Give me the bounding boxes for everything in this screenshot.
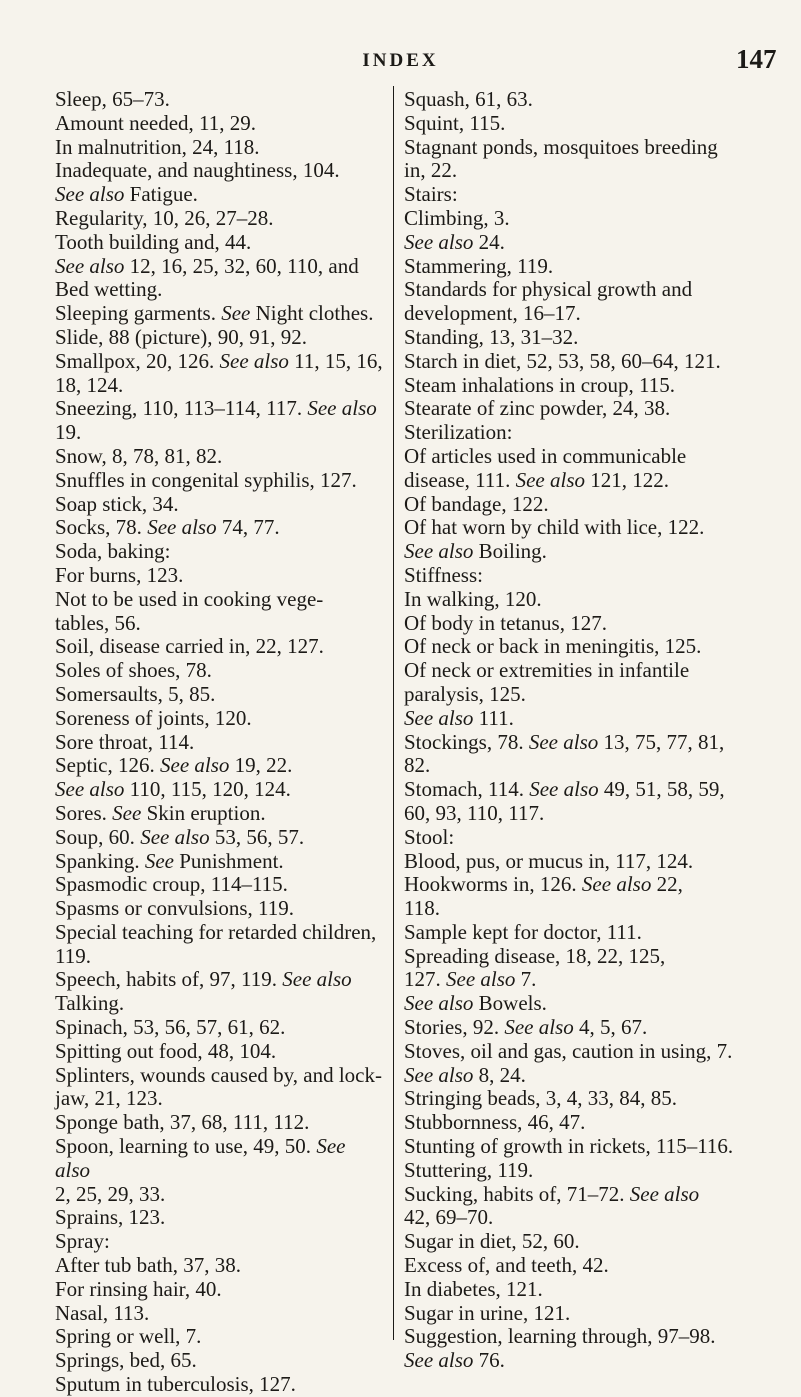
index-line: Spray: [55, 1229, 110, 1254]
index-line: Starch in diet, 52, 53, 58, 60–64, 121. [404, 348, 721, 373]
index-line: Stuttering, 119. [404, 1157, 534, 1182]
index-line: Suggestion, learning through, 97–98. [404, 1324, 716, 1349]
index-line: 2, 25, 29, 33. [55, 1181, 166, 1206]
index-line: Sneezing, 110, 113–114, 117. See also [55, 396, 377, 421]
index-line: Soap stick, 34. [55, 491, 179, 516]
index-line: Of neck or back in meningitis, 125. [404, 634, 702, 659]
index-column-right [404, 88, 799, 1373]
index-line: Of neck or extremities in infantile [404, 658, 690, 683]
index-line: Stammering, 119. [404, 253, 554, 278]
index-line: 60, 93, 110, 117. [404, 800, 545, 825]
index-line: Climbing, 3. [404, 205, 510, 230]
index-line: Spitting out food, 48, 104. [55, 1038, 277, 1063]
index-line: Bed wetting. [55, 277, 163, 302]
index-line: Spanking. See Punishment. [55, 848, 284, 873]
index-line: Stockings, 78. See also 13, 75, 77, 81, [404, 729, 725, 754]
index-line: Spreading disease, 18, 22, 125, [404, 943, 666, 968]
index-line: Spinach, 53, 56, 57, 61, 62. [55, 1015, 286, 1040]
index-line: See also Boiling. [404, 539, 547, 564]
index-line: Smallpox, 20, 126. See also 11, 15, 16, [55, 348, 383, 373]
index-line: Sample kept for doctor, 111. [404, 919, 642, 944]
index-line: 118. [404, 896, 440, 921]
index-line: Of hat worn by child with lice, 122. [404, 515, 705, 540]
index-line: See also 8, 24. [404, 1062, 526, 1087]
index-line: Spring or well, 7. [55, 1324, 202, 1349]
index-line: Snuffles in congenital syphilis, 127. [55, 467, 357, 492]
page-number: 147 [736, 44, 777, 74]
index-line: Stories, 92. See also 4, 5, 67. [404, 1015, 648, 1040]
index-line: 119. [55, 943, 91, 968]
index-line: Steam inhalations in croup, 115. [404, 372, 676, 397]
index-line: Spoon, learning to use, 49, 50. See also [55, 1134, 346, 1182]
index-line: Soles of shoes, 78. [55, 658, 212, 683]
index-line: In walking, 120. [404, 586, 542, 611]
index-line: Sponge bath, 37, 68, 111, 112. [55, 1110, 310, 1135]
index-line: Tooth building and, 44. [55, 229, 252, 254]
index-line: For burns, 123. [55, 562, 184, 587]
index-line: Stoves, oil and gas, caution in using, 7. [404, 1038, 733, 1063]
index-line: paralysis, 125. [404, 681, 526, 706]
index-line: Squint, 115. [404, 110, 506, 135]
column-divider [393, 86, 394, 1340]
index-line: Stunting of growth in rickets, 115–116. [404, 1134, 734, 1159]
index-line: Snow, 8, 78, 81, 82. [55, 443, 223, 468]
index-line: Sterilization: [404, 420, 513, 445]
index-line: Blood, pus, or mucus in, 117, 124. [404, 848, 694, 873]
index-line: disease, 111. See also 121, 122. [404, 467, 669, 492]
index-line: Spasmodic croup, 114–115. [55, 872, 288, 897]
index-line: tables, 56. [55, 610, 141, 635]
index-line: Of articles used in communicable [404, 443, 687, 468]
index-line: In diabetes, 121. [404, 1276, 543, 1301]
index-line: Hookworms in, 126. See also 22, [404, 872, 683, 897]
index-line: 127. See also 7. [404, 967, 537, 992]
index-line: Excess of, and teeth, 42. [404, 1253, 609, 1278]
index-line: Inadequate, and naughtiness, 104. [55, 158, 340, 183]
index-line: Not to be used in cooking vege- [55, 586, 324, 611]
index-line: See also 111. [404, 705, 514, 730]
index-line: Soil, disease carried in, 22, 127. [55, 634, 324, 659]
index-line: in, 22. [404, 158, 458, 183]
index-line: Soreness of joints, 120. [55, 705, 252, 730]
index-line: Soda, baking: [55, 539, 171, 564]
index-line: Special teaching for retarded children, [55, 919, 377, 944]
index-line: Sores. See Skin eruption. [55, 800, 266, 825]
index-line: See also 110, 115, 120, 124. [55, 777, 291, 802]
index-line: Standing, 13, 31–32. [404, 324, 579, 349]
index-line: Of bandage, 122. [404, 491, 549, 516]
index-line: Sugar in diet, 52, 60. [404, 1229, 580, 1254]
index-line: Sugar in urine, 121. [404, 1300, 571, 1325]
index-line: Sucking, habits of, 71–72. See also [404, 1181, 700, 1206]
index-line: Sore throat, 114. [55, 729, 195, 754]
index-line: jaw, 21, 123. [55, 1086, 163, 1111]
index-line: Standards for physical growth and [404, 277, 693, 302]
index-line: Stubbornness, 46, 47. [404, 1110, 586, 1135]
index-line: Speech, habits of, 97, 119. See also [55, 967, 352, 992]
index-line: Regularity, 10, 26, 27–28. [55, 205, 274, 230]
index-line: 42, 69–70. [404, 1205, 494, 1230]
index-line: Stairs: [404, 182, 458, 207]
index-line: Sputum in tuberculosis, 127. [55, 1372, 296, 1397]
index-line: Amount needed, 11, 29. [55, 110, 257, 135]
index-line: See also Bowels. [404, 991, 547, 1016]
index-line: Stiffness: [404, 562, 483, 587]
index-column-left [55, 88, 385, 1397]
index-line: Stomach, 114. See also 49, 51, 58, 59, [404, 777, 725, 802]
index-line: In malnutrition, 24, 118. [55, 134, 260, 159]
index-line: Sleeping garments. See Night clothes. [55, 301, 374, 326]
index-line: Splinters, wounds caused by, and lock- [55, 1062, 382, 1087]
index-line: Of body in tetanus, 127. [404, 610, 607, 635]
index-line: Nasal, 113. [55, 1300, 150, 1325]
index-line: See also Fatigue. [55, 182, 198, 207]
index-line: After tub bath, 37, 38. [55, 1253, 242, 1278]
index-line: Soup, 60. See also 53, 56, 57. [55, 824, 305, 849]
page-header-title: INDEX [362, 50, 439, 71]
index-line: Stringing beads, 3, 4, 33, 84, 85. [404, 1086, 677, 1111]
index-line: For rinsing hair, 40. [55, 1276, 222, 1301]
index-line: 18, 124. [55, 372, 124, 397]
index-line: Squash, 61, 63. [404, 87, 533, 111]
index-line: Slide, 88 (picture), 90, 91, 92. [55, 324, 307, 349]
index-line: 19. [55, 420, 82, 445]
index-line: Spasms or convulsions, 119. [55, 896, 294, 921]
index-line: Stool: [404, 824, 455, 849]
index-line: See also 12, 16, 25, 32, 60, 110, and [55, 253, 359, 278]
index-line: Talking. [55, 991, 125, 1016]
index-line: 82. [404, 753, 431, 778]
index-line: development, 16–17. [404, 301, 581, 326]
index-line: See also 76. [404, 1348, 505, 1373]
index-line: Somersaults, 5, 85. [55, 681, 216, 706]
index-line: Sprains, 123. [55, 1205, 166, 1230]
index-line: Sleep, 65–73. [55, 87, 170, 111]
index-line: Socks, 78. See also 74, 77. [55, 515, 280, 540]
index-line: Stearate of zinc powder, 24, 38. [404, 396, 671, 421]
index-line: Septic, 126. See also 19, 22. [55, 753, 293, 778]
index-line: Springs, bed, 65. [55, 1348, 197, 1373]
index-line: See also 24. [404, 229, 505, 254]
index-line: Stagnant ponds, mosquitoes breeding [404, 134, 718, 159]
